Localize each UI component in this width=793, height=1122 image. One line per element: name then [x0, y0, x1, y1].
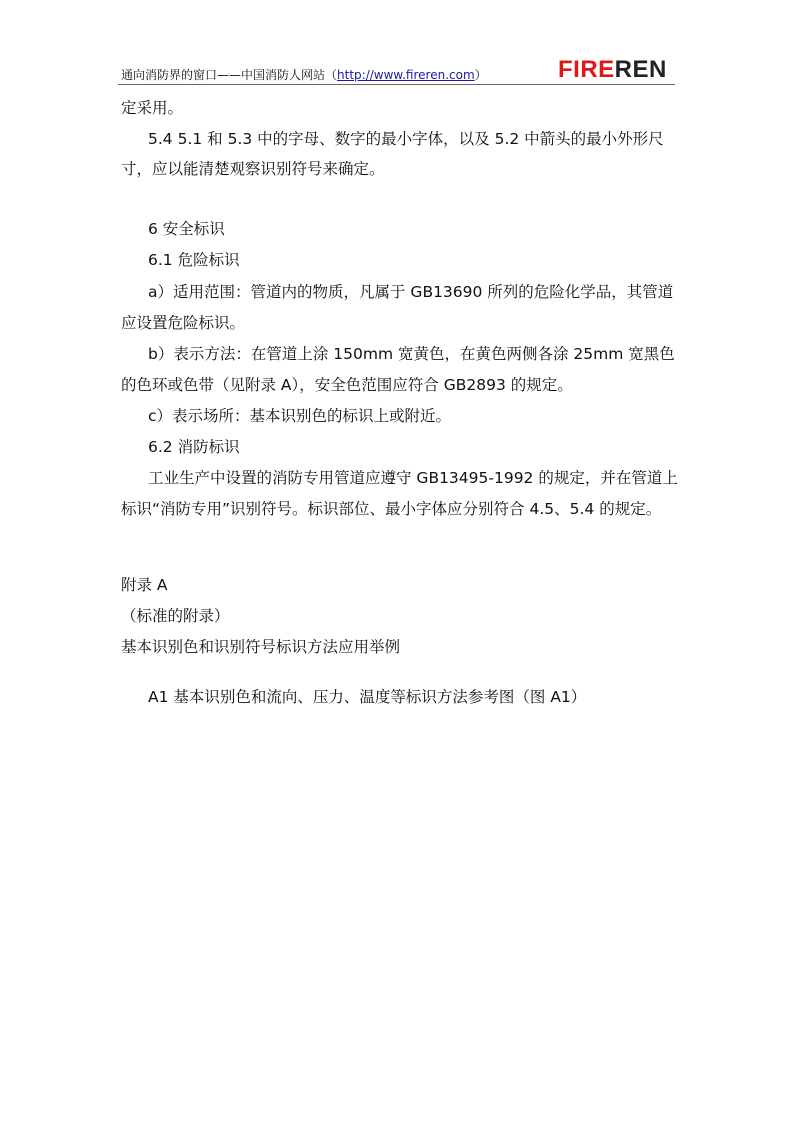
- logo-red-part: FIRE: [558, 56, 615, 83]
- paragraph-line: 的色环或色带（见附录 A），安全色范围应符合 GB2893 的规定。: [121, 376, 573, 394]
- section-heading-6-2: 6.2 消防标识: [148, 438, 240, 456]
- paragraph-line: 寸，应以能清楚观察识别符号来确定。: [121, 160, 385, 178]
- header-site-text: 通向消防界的窗口——中国消防人网站（: [121, 68, 338, 82]
- paragraph-line: c）表示场所：基本识别色的标识上或附近。: [148, 407, 452, 425]
- section-heading-6-1: 6.1 危险标识: [148, 251, 240, 269]
- header-url-link[interactable]: http://www.fireren.com: [337, 68, 475, 82]
- paragraph-line: 5.4 5.1 和 5.3 中的字母、数字的最小字体，以及 5.2 中箭头的最小外形尺: [148, 130, 664, 148]
- appendix-title: 附录 A: [121, 576, 168, 594]
- paragraph-line: a）适用范围：管道内的物质，凡属于 GB13690 所列的危险化学品，其管道: [148, 283, 674, 301]
- appendix-heading: 基本识别色和识别符号标识方法应用举例: [121, 638, 401, 656]
- header-close-paren: ）: [474, 68, 487, 82]
- header-divider: [118, 84, 675, 85]
- appendix-item-a1: A1 基本识别色和流向、压力、温度等标识方法参考图（图 A1）: [148, 688, 587, 706]
- appendix-subtitle: （标准的附录）: [121, 607, 230, 625]
- paragraph-line: b）表示方法：在管道上涂 150mm 宽黄色，在黄色两侧各涂 25mm 宽黑色: [148, 345, 675, 363]
- paragraph-line: 定采用。: [121, 99, 184, 117]
- paragraph-line: 标识“消防专用”识别符号。标识部位、最小字体应分别符合 4.5、5.4 的规定。: [121, 500, 662, 518]
- fireren-logo: [558, 56, 667, 84]
- paragraph-line: 应设置危险标识。: [121, 314, 246, 332]
- section-heading-6: 6 安全标识: [148, 220, 225, 238]
- logo-dark-part: REN: [614, 56, 667, 83]
- paragraph-line: 工业生产中设置的消防专用管道应遵守 GB13495-1992 的规定，并在管道上: [148, 469, 678, 487]
- page-header: [121, 66, 487, 83]
